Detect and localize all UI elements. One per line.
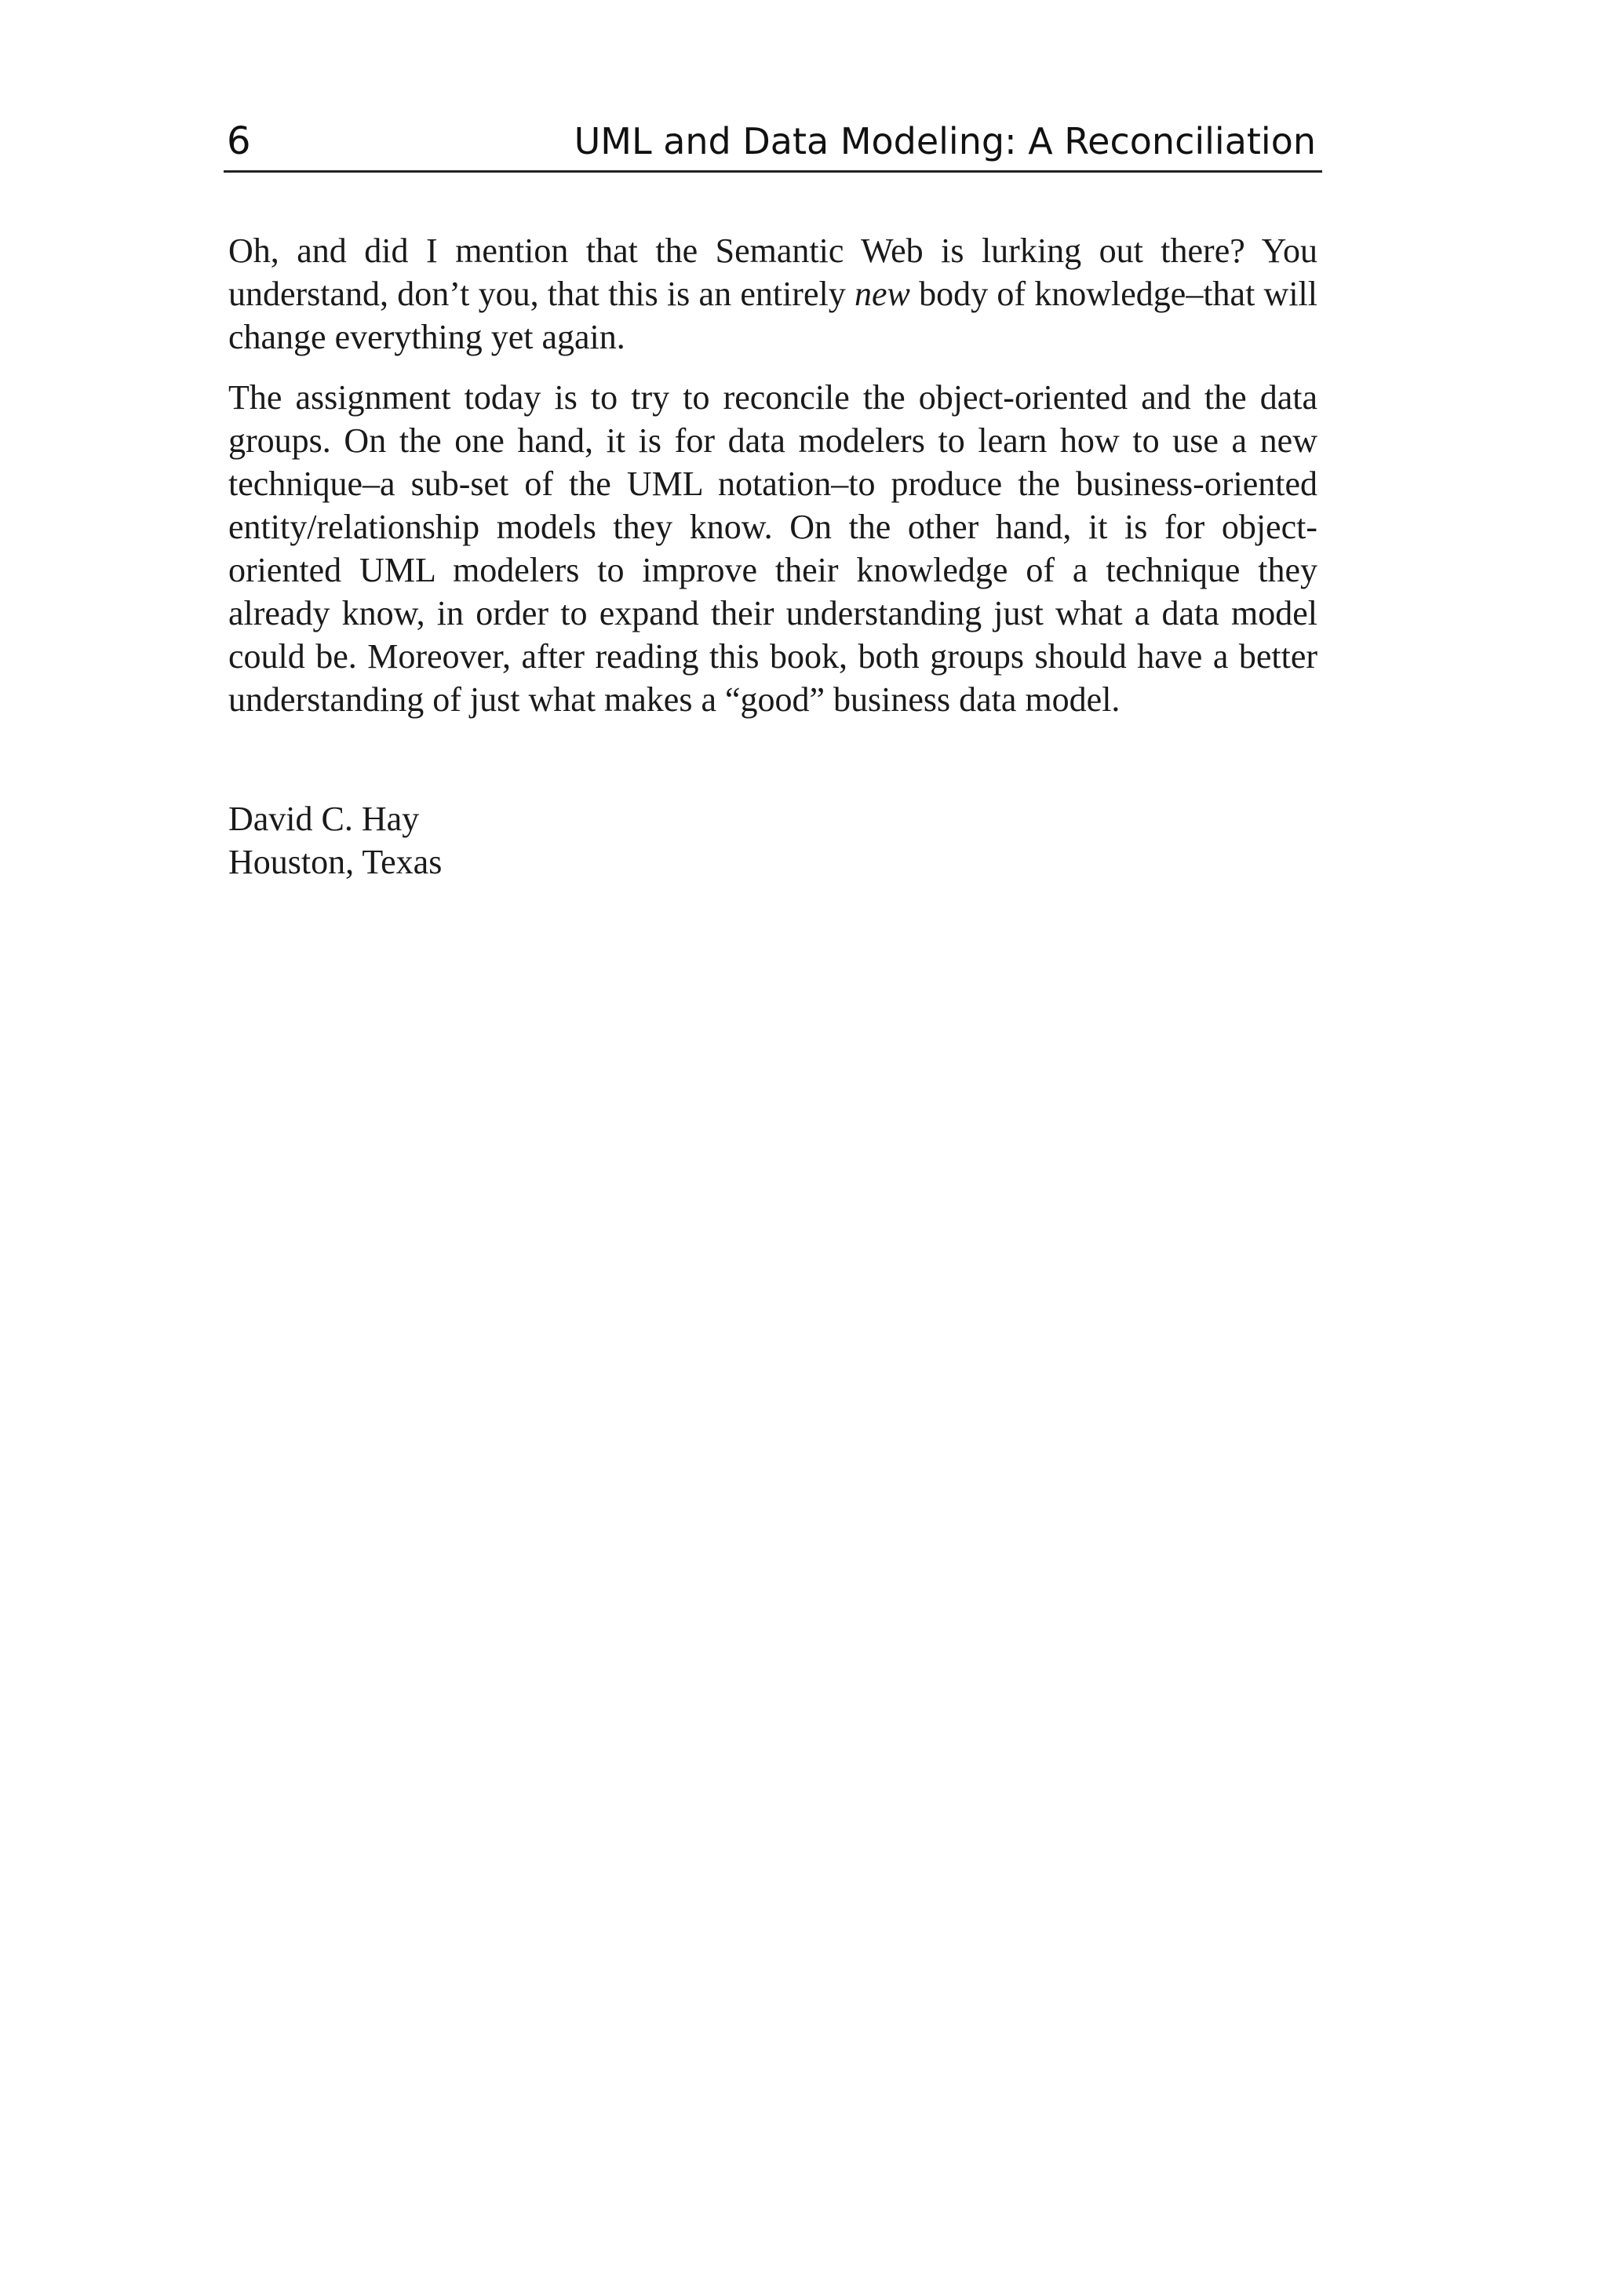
- paragraph-semantic-web: [228, 229, 1317, 359]
- author-location: Houston, Texas: [228, 843, 443, 881]
- paragraph-assignment: The assignment today is to try to reconcile the object-oriented and the data groups. On the one hand, it is for data modelers to learn how to use a new technique–a sub-set of the UML notation–to produce the business-oriented entity/relationship models they know. On the other hand, it is for object-oriented UML modelers to improve their knowledge of a technique they already know, in order to expand their understanding just what a data model could be. Moreover, after reading this book, both groups should have a better understanding of just what makes a “good” business data model.: [228, 378, 1317, 719]
- emphasis-word: new: [854, 275, 910, 313]
- author-name: David C. Hay: [228, 800, 420, 838]
- signature-block: [228, 797, 1317, 884]
- paragraph-text-before: Oh, and did I mention that the Semantic Web is lurking out there? You understand, don’t you, that this is an entirely: [228, 231, 1317, 313]
- paragraph-text-after: body of knowledge–that will change everything yet again.: [228, 275, 1318, 356]
- page-number: 6: [227, 119, 251, 163]
- page-header: [224, 116, 1322, 173]
- running-title: UML and Data Modeling: A Reconciliation: [574, 120, 1316, 162]
- body-text: [228, 229, 1317, 884]
